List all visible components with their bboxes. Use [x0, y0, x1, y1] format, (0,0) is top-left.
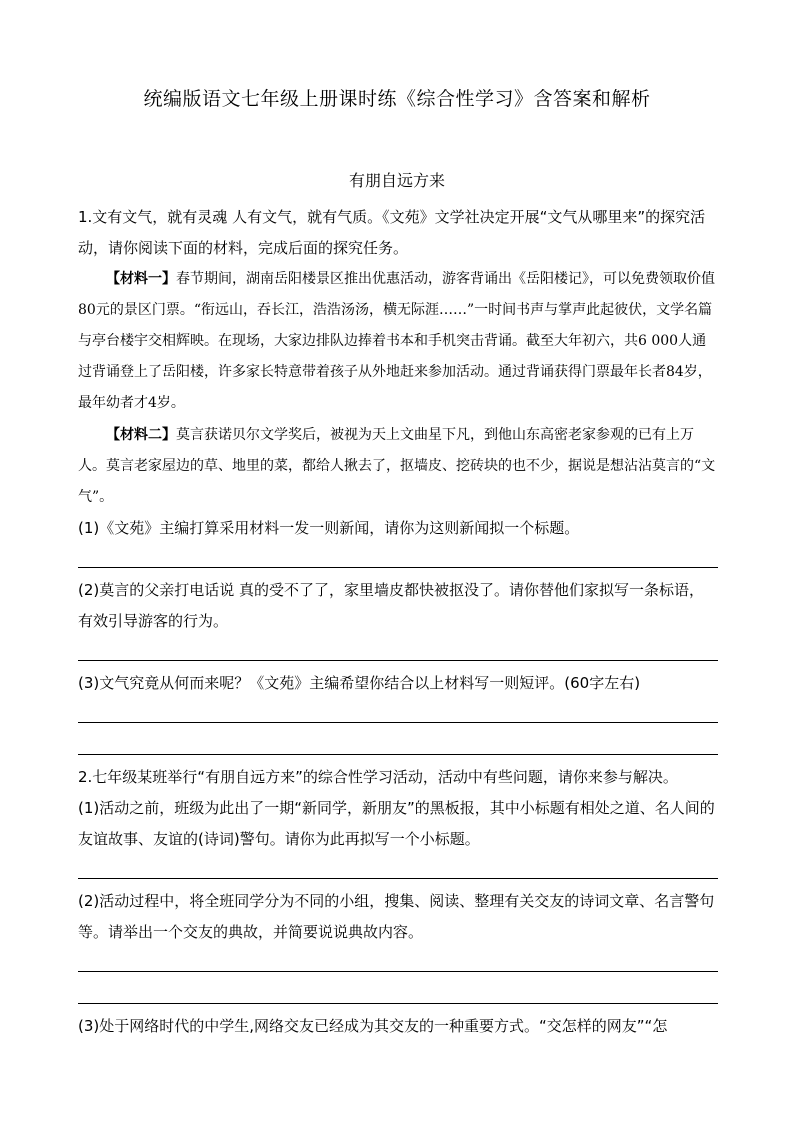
document-title: 统编版语文七年级上册课时练《综合性学习》含答案和解析 — [143, 88, 651, 110]
q2-intro: 2.七年级某班举行“有朋自远方来”的综合性学习活动，活动中有些问题，请你来参与解决。 — [78, 768, 678, 786]
material-1-text: 春节期间，湖南岳阳楼景区推出优惠活动，游客背诵出《岳阳楼记》，可以免费领取价值80元的景区门票。“衔远山，吞长江，浩浩汤汤，横无际涯……”一时间书声与掌声此起彼伏，文学名篇与亭台楼宇交相辉映。在现场，大家边排队边捧着书本和手机突击背诵。截至大年初六，共6 000人通过背诵登上了岳阳楼，许多家长特意带着孩子从外地赶来参加活动。通过背诵获得门票最年长者84岁，最年幼者才4岁。 — [78, 271, 715, 411]
q1-intro: 1.文有文气，就有灵魂 人有文气，就有气质。《文苑》文学社决定开展“文气从哪里来”的探究活动，请你阅读下面的材料，完成后面的探究任务。 — [78, 208, 706, 257]
answer-line[interactable] — [78, 971, 718, 972]
material-2-text: 莫言获诺贝尔文学奖后，被视为天上文曲星下凡，到他山东高密老家参观的已有上万人。莫言老家屋边的草、地里的菜，都给人揪去了，抠墙皮、挖砖块的也不少，据说是想沾沾莫言的“文气”。 — [78, 427, 716, 505]
material-1-label: 【材料一】 — [106, 271, 176, 287]
answer-line[interactable] — [78, 1003, 718, 1004]
answer-line[interactable] — [78, 754, 718, 755]
material-2 — [78, 420, 718, 513]
q1-sub3: (3)文气究竟从何而来呢？《文苑》主编希望你结合以上材料写一则短评。(60字左右) — [78, 674, 641, 692]
q2-sub1: (1)活动之前，班级为此出了一期“新同学，新朋友”的黑板报，其中小标题有相处之道、名人间的友谊故事、友谊的(诗词)警句。请你为此再拟写一个小标题。 — [78, 799, 715, 848]
q2-sub3: (3)处于网络时代的中学生,网络交友已经成为其交友的一种重要方式。“交怎样的网友”“怎 — [78, 1017, 668, 1035]
answer-line[interactable] — [78, 722, 718, 723]
q2-sub2: (2)活动过程中，将全班同学分为不同的小组，搜集、阅读、整理有关交友的诗词文章、名言警句等。请举出一个交友的典故，并简要说说典故内容。 — [78, 892, 715, 941]
section-subtitle: 有朋自远方来 — [348, 171, 445, 190]
material-2-label: 【材料二】 — [106, 427, 176, 443]
answer-line[interactable] — [78, 878, 718, 879]
q1-sub1: (1)《文苑》主编打算采用材料一发一则新闻，请你为这则新闻拟一个标题。 — [78, 519, 580, 537]
q1-sub2: (2)莫言的父亲打电话说 真的受不了了，家里墙皮都快被抠没了。请你替他们家拟写一条标语，有效引导游客的行为。 — [78, 581, 705, 630]
answer-line[interactable] — [78, 660, 718, 661]
material-1 — [78, 264, 718, 419]
answer-line[interactable] — [78, 567, 718, 568]
